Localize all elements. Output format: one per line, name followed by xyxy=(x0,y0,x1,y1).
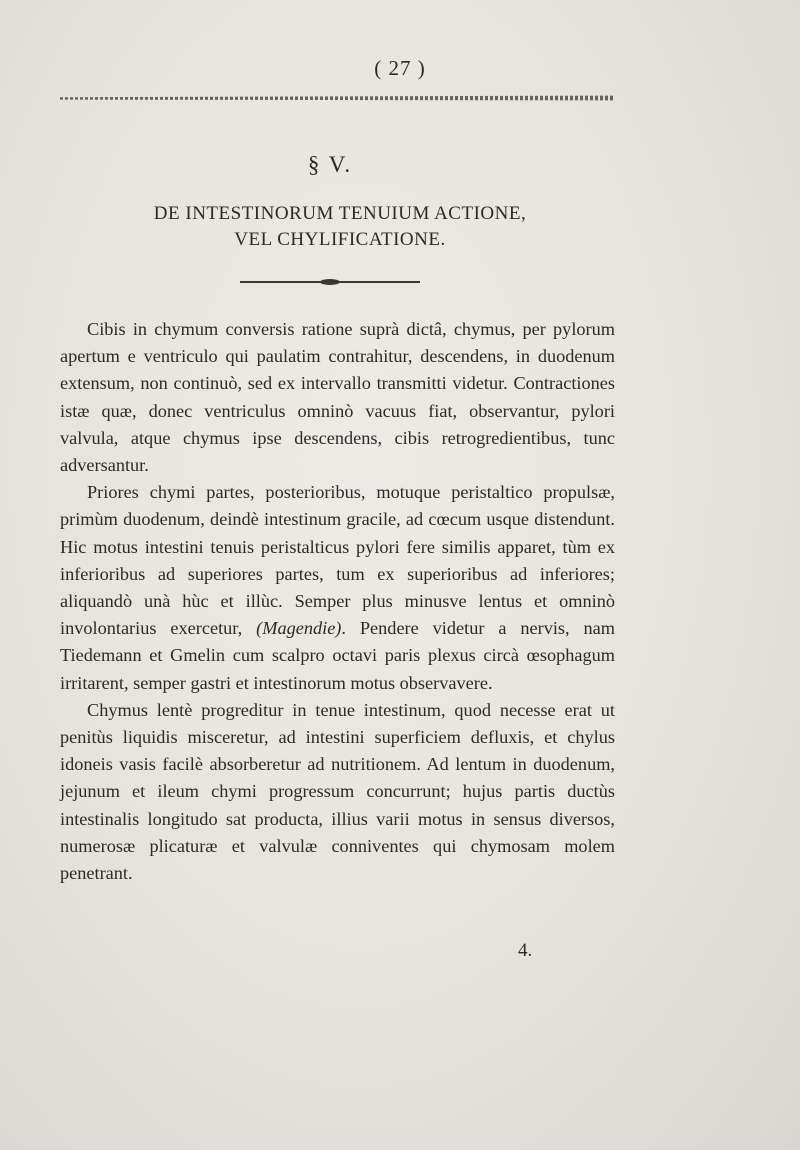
section-title-line1: DE INTESTINORUM TENUIUM ACTIONE, xyxy=(153,203,527,224)
title-divider-ornament xyxy=(240,281,420,283)
section-number: § V. xyxy=(307,152,353,177)
paragraph-2-text: Priores chymi partes, posterioribus, motuque peristaltico propulsæ, primùm duodenum, deindè intestinum gracile, ad cœcum usque distendunt. Hic motus intestini tenuis peristalticus pylori fere similis apparet, tùm ex inferioribus ad superiores partes, tum ex superioribus ad inferiores; aliquandò unà hùc et illùc. Semper plus minusve lentus et omninò involontarius exercetur, xyxy=(60,482,615,639)
page-header: ( 27 ) xyxy=(374,56,426,80)
paragraph-2-tail: . Pendere videtur a nervis, nam Tiedemann et Gmelin cum scalpro octavi paris plexus circà œsophagum irritarent, semper gastri et intestinorum motus observavere. xyxy=(60,618,615,693)
signature-mark: 4. xyxy=(518,940,533,961)
paragraph-1: Cibis in chymum conversis ratione suprà dictâ, chymus, per pylorum apertum e ventriculo qui paulatim contrahitur, descendens, in duodenum extensum, non continuò, sed ex intervallo transmitti videtur. Contractiones istæ quæ, donec ventriculus omninò vacuus fiat, observantur, pylori valvula, atque chymus ipse descendens, cibis retrogredientibus, tunc adversantur. xyxy=(60,319,615,476)
paragraph-3: Chymus lentè progreditur in tenue intestinum, quod necesse erat ut penitùs liquidis misceretur, ad intestini superficiem defluxis, et chylus idoneis vasis facilè absorberetur ad nutritionem. Ad lentum in duodenum, jejunum et ileum chymi progressum concurrunt; hujus partis ductùs intestinalis longitudo sat producta, illius varii motus in sensus diversos, numerosæ plicaturæ et valvulæ conniventes qui chymosam molem penetrant. xyxy=(60,699,615,884)
citation-magendie: (Magendie) xyxy=(256,618,342,639)
section-title-line2: VEL CHYLIFICATIONE. xyxy=(234,229,446,250)
paragraph-2 xyxy=(60,479,615,697)
body-text xyxy=(60,316,615,887)
header-ornament-rule xyxy=(60,94,615,102)
